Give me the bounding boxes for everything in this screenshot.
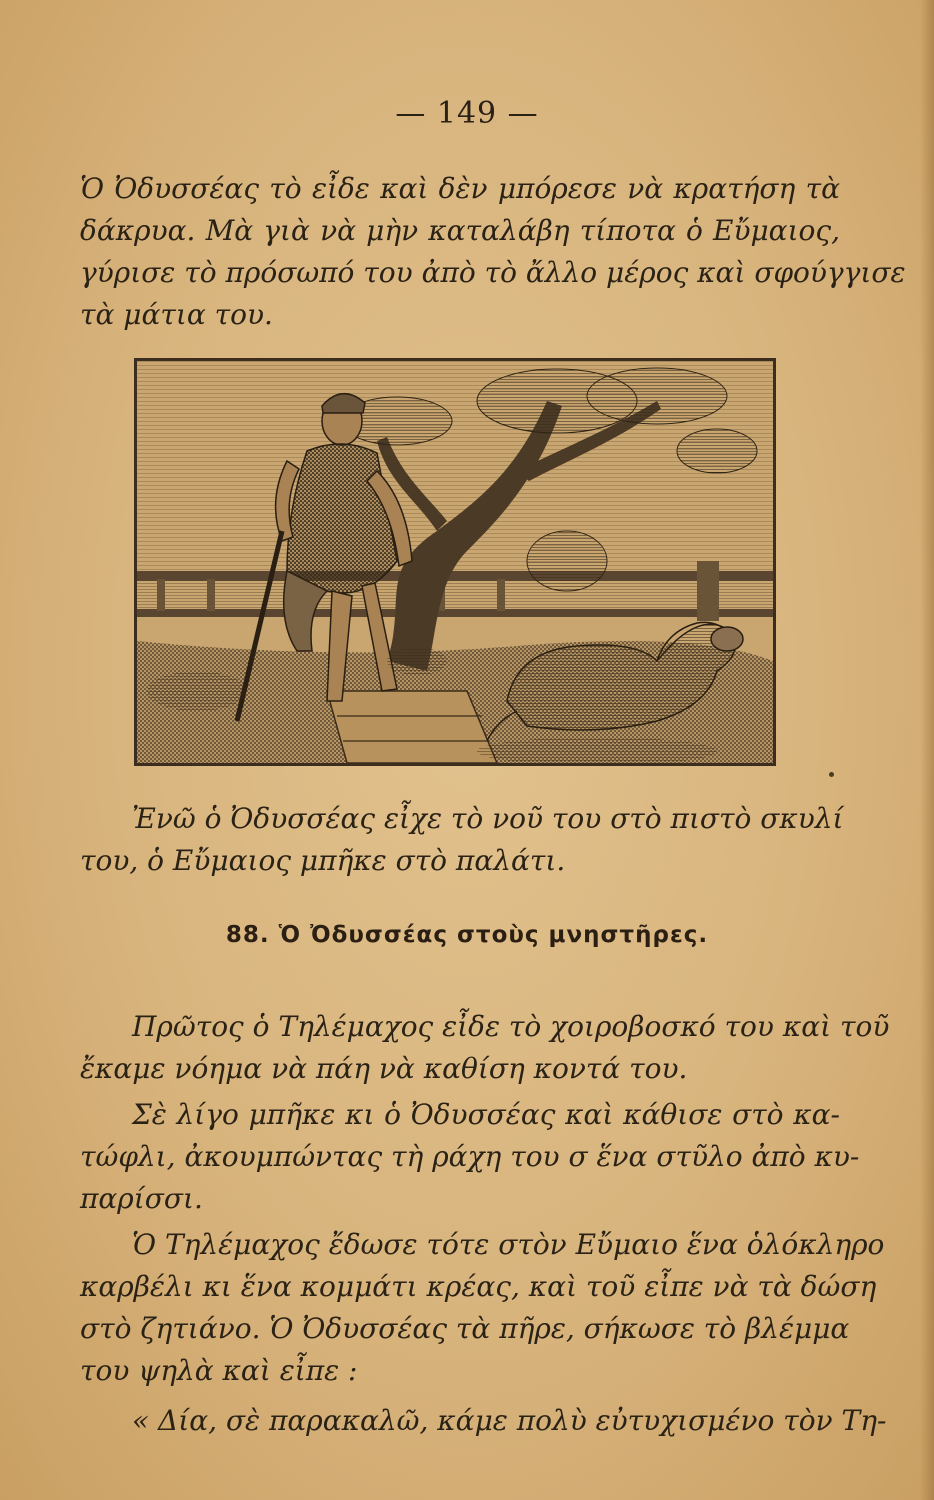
- paragraph-1: [80, 168, 906, 336]
- paragraph-5-line: Ὁ Τηλέμαχος ἔδωσε τότε στὸν Εὔμαιο ἕνα ὁλόκληρο: [132, 1228, 885, 1261]
- paragraph-3: [80, 1006, 890, 1090]
- caption-line: του, ὁ Εὔμαιος μπῆκε στὸ παλάτι.: [80, 844, 566, 877]
- page-edge-shadow: [920, 0, 934, 1500]
- paragraph-5-line: καρβέλι κι ἕνα κομμάτι κρέας, καὶ τοῦ εἶπε νὰ τὰ δώση: [80, 1270, 877, 1303]
- engraving-image: [137, 361, 773, 763]
- paragraph-1-line: γύρισε τὸ πρόσωπό του ἀπὸ τὸ ἄλλο μέρος καὶ σφούγγισε: [80, 256, 906, 289]
- paragraph-6: [80, 1400, 887, 1442]
- paragraph-4-line: τώφλι, ἀκουμπώντας τὴ ράχη του σ ἕνα στῦλο ἀπὸ κυ-: [80, 1140, 860, 1173]
- illustration-caption: [80, 798, 844, 882]
- paragraph-4-line: παρίσσι.: [80, 1182, 203, 1215]
- ink-speck: [829, 772, 834, 777]
- engraving-odysseus-and-dog: [134, 358, 776, 766]
- paragraph-1-line: Ὁ Ὀδυσσέας τὸ εἶδε καὶ δὲν μπόρεσε νὰ κρατήση τὰ: [80, 172, 840, 205]
- section-heading: 88. Ὁ Ὀδυσσέας στοὺς μνηστῆρες.: [225, 922, 709, 948]
- paragraph-6-line: « Δία, σὲ παρακαλῶ, κάμε πολὺ εὐτυχισμένο τὸν Τη-: [132, 1404, 887, 1437]
- paragraph-3-line: ἔκαμε νόημα νὰ πάη νὰ καθίση κοντά του.: [80, 1052, 688, 1085]
- paragraph-5: [80, 1224, 885, 1392]
- caption-line: Ἐνῶ ὁ Ὀδυσσέας εἶχε τὸ νοῦ του στὸ πιστὸ σκυλί: [132, 802, 844, 835]
- paragraph-5-line: του ψηλὰ καὶ εἶπε :: [80, 1354, 358, 1387]
- paragraph-4-line: Σὲ λίγο μπῆκε κι ὁ Ὀδυσσέας καὶ κάθισε στὸ κα-: [132, 1098, 840, 1131]
- page-number: — 149 —: [395, 96, 539, 131]
- paragraph-1-line: δάκρυα. Μὰ γιὰ νὰ μὴν καταλάβη τίποτα ὁ Εὔμαιος,: [80, 214, 840, 247]
- paragraph-4: [80, 1094, 860, 1220]
- paragraph-5-line: στὸ ζητιάνο. Ὁ Ὀδυσσέας τὰ πῆρε, σήκωσε τὸ βλέμμα: [80, 1312, 850, 1345]
- paragraph-3-line: Πρῶτος ὁ Τηλέμαχος εἶδε τὸ χοιροβοσκό του καὶ τοῦ: [132, 1010, 890, 1043]
- paragraph-1-line: τὰ μάτια του.: [80, 298, 273, 331]
